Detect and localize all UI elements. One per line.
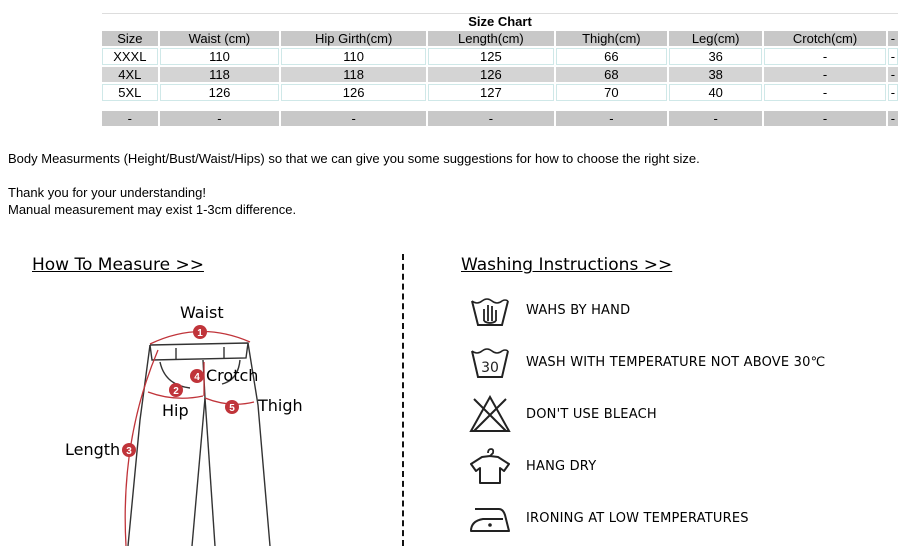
size-chart-title: Size Chart bbox=[102, 13, 898, 29]
table-row bbox=[102, 84, 898, 101]
header-cell: Leg(cm) bbox=[669, 31, 762, 46]
wash-item-label: WAHS BY HAND bbox=[526, 302, 631, 318]
hip-label: Hip bbox=[162, 401, 189, 420]
crotch-number: 4 bbox=[194, 372, 200, 383]
header-cell: Waist (cm) bbox=[160, 31, 280, 46]
waist-label: Waist bbox=[180, 303, 224, 322]
svg-text:30: 30 bbox=[481, 360, 499, 376]
hang-dry-icon bbox=[468, 446, 512, 486]
hip-marker bbox=[169, 383, 183, 397]
notes-block bbox=[8, 150, 700, 218]
hand-wash-icon bbox=[468, 290, 512, 330]
table-cell: 125 bbox=[428, 48, 554, 65]
table-cell: 66 bbox=[556, 48, 667, 65]
iron-low-icon bbox=[468, 498, 512, 538]
header-cell: Hip Girth(cm) bbox=[281, 31, 426, 46]
table-cell: - bbox=[888, 67, 898, 82]
wash-temperature-icon bbox=[468, 342, 512, 382]
table-cell: - bbox=[764, 84, 886, 101]
wash-item-hang-dry bbox=[468, 446, 596, 486]
table-cell: - bbox=[888, 111, 898, 126]
table-cell: 38 bbox=[669, 67, 762, 82]
table-cell: 4XL bbox=[102, 67, 158, 82]
notes-line: Manual measurement may exist 1-3cm difference. bbox=[8, 202, 297, 217]
waist-marker bbox=[193, 325, 207, 339]
table-cell: - bbox=[888, 84, 898, 101]
table-cell: - bbox=[102, 111, 158, 126]
thigh-number: 5 bbox=[229, 403, 235, 414]
table-cell: - bbox=[669, 111, 762, 126]
table-cell: 70 bbox=[556, 84, 667, 101]
table-cell: 126 bbox=[428, 67, 554, 82]
table-cell: 110 bbox=[281, 48, 426, 65]
wash-item-iron-low bbox=[468, 498, 749, 538]
table-cell: - bbox=[764, 67, 886, 82]
table-cell: 126 bbox=[160, 84, 280, 101]
header-cell: Crotch(cm) bbox=[764, 31, 886, 46]
thigh-marker bbox=[225, 400, 239, 414]
no-bleach-icon bbox=[468, 394, 512, 434]
table-cell: - bbox=[428, 111, 554, 126]
table-row bbox=[102, 67, 898, 82]
wash-item-label: DON'T USE BLEACH bbox=[526, 406, 657, 422]
notes-line: Body Measurments (Height/Bust/Waist/Hips) so that we can give you some suggestions for how to choose the right size. bbox=[8, 151, 700, 166]
header-cell: - bbox=[888, 31, 898, 46]
table-cell: XXXL bbox=[102, 48, 158, 65]
wash-item-temperature bbox=[468, 342, 825, 382]
table-cell: - bbox=[160, 111, 280, 126]
wash-item-label: WASH WITH TEMPERATURE NOT ABOVE 30℃ bbox=[526, 354, 826, 370]
header-cell: Size bbox=[102, 31, 158, 46]
pants-measure-diagram bbox=[0, 290, 400, 546]
wash-item-hand-wash bbox=[468, 290, 630, 330]
size-chart-table bbox=[100, 11, 900, 128]
wash-item-label: IRONING AT LOW TEMPERATURES bbox=[526, 510, 749, 526]
hip-number: 2 bbox=[173, 386, 179, 397]
length-number: 3 bbox=[126, 446, 132, 457]
table-row bbox=[102, 111, 898, 126]
table-cell: 118 bbox=[160, 67, 280, 82]
table-cell: - bbox=[764, 48, 886, 65]
notes-line: Thank you for your understanding! bbox=[8, 185, 207, 200]
table-cell: - bbox=[764, 111, 886, 126]
waist-number: 1 bbox=[197, 328, 203, 339]
table-cell: 110 bbox=[160, 48, 280, 65]
wash-item-no-bleach bbox=[468, 394, 657, 434]
table-cell: 118 bbox=[281, 67, 426, 82]
table-cell: 36 bbox=[669, 48, 762, 65]
table-row bbox=[102, 48, 898, 65]
table-cell: 127 bbox=[428, 84, 554, 101]
section-divider bbox=[402, 254, 404, 546]
header-cell: Length(cm) bbox=[428, 31, 554, 46]
table-cell: 40 bbox=[669, 84, 762, 101]
crotch-marker bbox=[190, 369, 204, 383]
header-cell: Thigh(cm) bbox=[556, 31, 667, 46]
wash-item-label: HANG DRY bbox=[526, 458, 597, 474]
table-cell: 126 bbox=[281, 84, 426, 101]
length-marker bbox=[122, 443, 136, 457]
how-to-measure-title: How To Measure >> bbox=[32, 255, 204, 275]
table-cell: - bbox=[281, 111, 426, 126]
table-cell: - bbox=[556, 111, 667, 126]
size-chart-header-row bbox=[102, 31, 898, 46]
crotch-label: Crotch bbox=[206, 366, 259, 385]
washing-instructions-title: Washing Instructions >> bbox=[461, 255, 673, 275]
table-cell: 68 bbox=[556, 67, 667, 82]
length-label: Length bbox=[65, 440, 121, 459]
thigh-label: Thigh bbox=[258, 396, 303, 415]
table-cell: - bbox=[888, 48, 898, 65]
table-cell: 5XL bbox=[102, 84, 158, 101]
